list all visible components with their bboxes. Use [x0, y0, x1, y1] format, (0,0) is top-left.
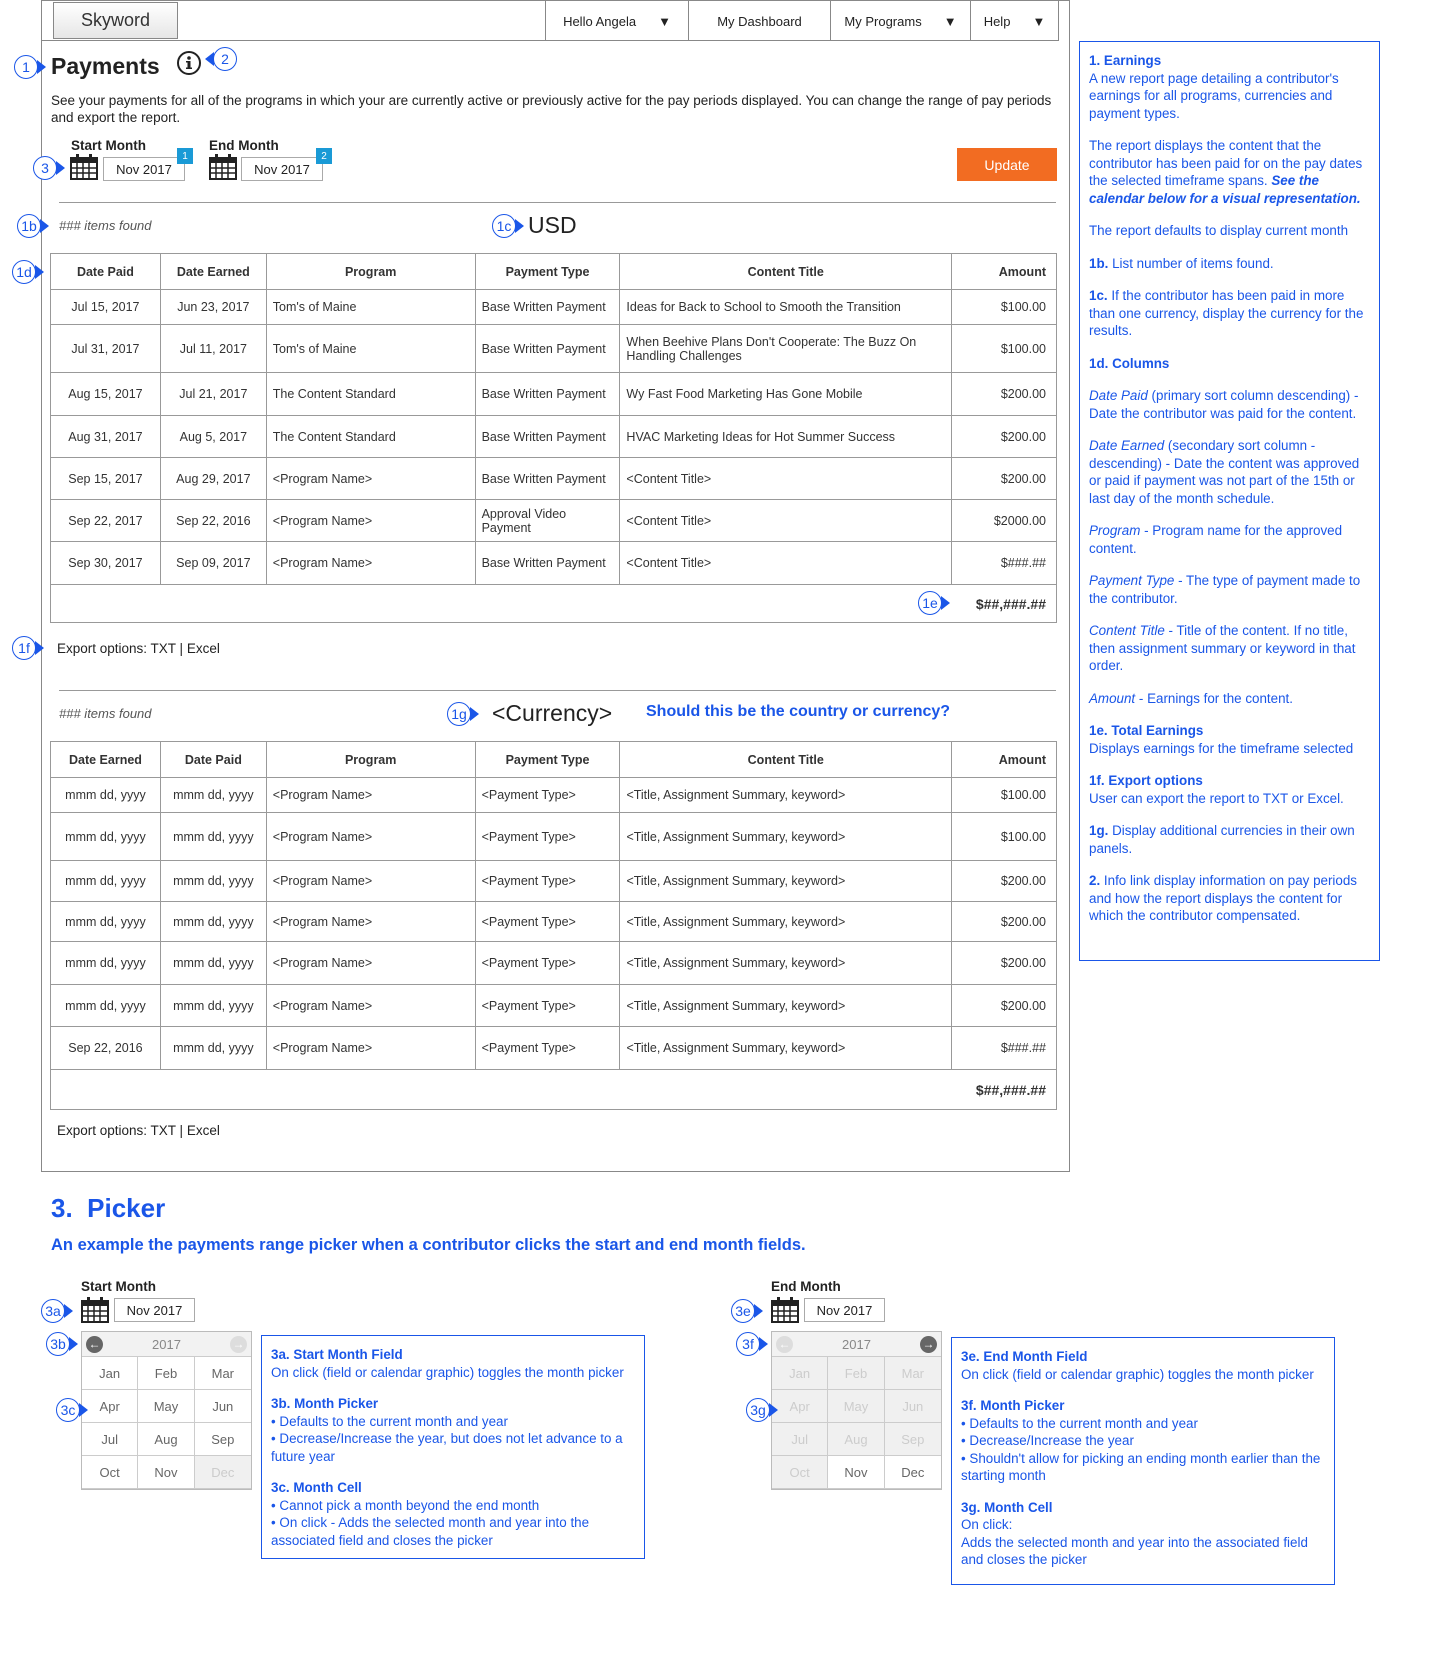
total-row: [51, 585, 1057, 623]
cell: $200.00: [952, 985, 1057, 1027]
col-name: Date Paid: [1089, 388, 1148, 403]
cell: Wy Fast Food Marketing Has Gone Mobile: [620, 373, 952, 416]
table-row: [51, 778, 1057, 813]
callout-3a: 3a: [41, 1299, 65, 1323]
cell: Base Written Payment: [475, 416, 620, 458]
cell: <Program Name>: [266, 458, 475, 500]
note-span: - Program name for the approved content.: [1089, 523, 1343, 556]
total-earnings: $##,###.##: [51, 585, 1057, 623]
nav-programs-menu[interactable]: [830, 1, 970, 41]
cell: mmm dd, yyyy: [160, 902, 266, 942]
note-3a: [271, 1346, 635, 1364]
note-col: [1089, 387, 1370, 422]
cell: Sep 22, 2017: [51, 500, 161, 542]
callout-1d: 1d: [12, 260, 36, 284]
picker-section-title: 3. Picker: [51, 1193, 166, 1223]
start-month-field[interactable]: Nov 2017: [103, 157, 185, 181]
table-row: [51, 325, 1057, 373]
cell: <Title, Assignment Summary, keyword>: [620, 985, 952, 1027]
end-picker-notes: [951, 1337, 1335, 1585]
app-logo[interactable]: Skyword: [53, 2, 178, 39]
cell: Sep 15, 2017: [51, 458, 161, 500]
cell: Aug 31, 2017: [51, 416, 161, 458]
chevron-down-icon: ▼: [943, 13, 957, 29]
nav-user-menu[interactable]: [545, 1, 688, 41]
picker-year: 2017: [842, 1336, 871, 1352]
table-row: [51, 1027, 1057, 1070]
cell: mmm dd, yyyy: [160, 1027, 266, 1070]
note-1g: [1089, 822, 1370, 857]
nav-help-menu[interactable]: [970, 1, 1058, 41]
note-span: The report displays the content that the contributor has been paid for on the pay dates the selected timeframe spans.: [1089, 138, 1363, 188]
note-span: User can export the report to TXT or Excel.: [1089, 790, 1344, 806]
note-key: 2.: [1089, 873, 1101, 888]
col-header: Payment Type: [475, 254, 620, 290]
cell: Base Written Payment: [475, 542, 620, 585]
table-row: [51, 813, 1057, 861]
start-month-picker: [81, 1331, 252, 1490]
calendar-icon[interactable]: [209, 154, 237, 180]
cell: <Payment Type>: [475, 902, 620, 942]
arrow-left-icon[interactable]: ←: [86, 1336, 103, 1353]
picker-year: 2017: [152, 1336, 181, 1352]
callout-3c: 3c: [56, 1398, 80, 1422]
note-text: On click:: [961, 1517, 1013, 1532]
note-col: [1089, 522, 1370, 557]
month-cell-disabled: Feb: [828, 1357, 884, 1390]
note-bullet: • Shouldn't allow for picking an ending month earlier than the starting month: [961, 1450, 1321, 1483]
cell: mmm dd, yyyy: [160, 861, 266, 902]
note-span: If the contributor has been paid in more than one currency, display the currency for the results.: [1089, 288, 1364, 338]
note-title: 3f. Month Picker: [961, 1398, 1065, 1413]
update-button[interactable]: Update: [957, 148, 1057, 181]
cell: $200.00: [952, 902, 1057, 942]
callout-1g: 1g: [447, 702, 471, 726]
note-bullet: • Cannot pick a month beyond the end month: [271, 1497, 540, 1513]
nav-dashboard[interactable]: [688, 1, 830, 41]
month-cell-disabled: May: [828, 1390, 884, 1423]
items-found: ### items found: [59, 706, 152, 721]
note-span: - The type of payment made to the contributor.: [1089, 573, 1361, 606]
cell: $200.00: [952, 373, 1057, 416]
picker-header: [772, 1332, 941, 1357]
top-nav: [42, 1, 1059, 41]
month-cell-disabled: Mar: [885, 1357, 941, 1390]
note-col: [1089, 572, 1370, 607]
cell: <Program Name>: [266, 985, 475, 1027]
cell: <Content Title>: [620, 458, 952, 500]
note-text: On click (field or calendar graphic) toggles the month picker: [271, 1364, 624, 1380]
cell: Sep 22, 2016: [51, 1027, 161, 1070]
total-earnings: $##,###.##: [51, 1070, 1057, 1110]
review-question: Should this be the country or currency?: [646, 703, 951, 720]
note-1d: [1089, 355, 1370, 373]
cell: $200.00: [952, 861, 1057, 902]
note-span: - Earnings for the content.: [1138, 690, 1293, 706]
note-1e: [1089, 722, 1370, 757]
cell: <Program Name>: [266, 813, 475, 861]
table-row: [51, 861, 1057, 902]
cell: <Content Title>: [620, 500, 952, 542]
month-cell[interactable]: May: [138, 1390, 194, 1423]
col-header: Content Title: [620, 254, 952, 290]
cell: mmm dd, yyyy: [160, 985, 266, 1027]
end-month-picker: [771, 1331, 942, 1490]
table-row: [51, 500, 1057, 542]
note-bullet: • Decrease/Increase the year: [961, 1433, 1134, 1448]
cell: <Program Name>: [266, 942, 475, 985]
cell: Sep 30, 2017: [51, 542, 161, 585]
month-cell[interactable]: Jul: [82, 1423, 138, 1456]
start-month-label: Start Month: [81, 1279, 156, 1294]
note-col: [1089, 437, 1370, 507]
note-bullet: • Defaults to the current month and year: [271, 1413, 508, 1429]
note-3c: [271, 1479, 635, 1497]
cell: <Payment Type>: [475, 778, 620, 813]
divider: [59, 202, 1056, 203]
cell: $2000.00: [952, 500, 1057, 542]
callout-2: 2: [213, 47, 237, 71]
cell: <Title, Assignment Summary, keyword>: [620, 942, 952, 985]
picker-header: [82, 1332, 251, 1357]
cell: <Payment Type>: [475, 942, 620, 985]
cell: Jun 23, 2017: [160, 290, 266, 325]
cell: <Program Name>: [266, 861, 475, 902]
cell: The Content Standard: [266, 373, 475, 416]
cell: <Payment Type>: [475, 861, 620, 902]
month-cell-disabled: Aug: [828, 1423, 884, 1456]
note-key: 1b.: [1089, 255, 1109, 271]
callout-1f: 1f: [12, 636, 36, 660]
note-3b: [271, 1395, 635, 1413]
cell: $###.##: [952, 1027, 1057, 1070]
cell: Base Written Payment: [475, 290, 620, 325]
page-description: See your payments for all of the programs in which your are currently active or previously active for the pay periods displayed. You can change the range of pay periods and export the report.: [51, 93, 1052, 125]
month-cell[interactable]: Dec: [885, 1456, 941, 1489]
cell: Tom's of Maine: [266, 290, 475, 325]
cell: $100.00: [952, 778, 1057, 813]
note-col: [1089, 622, 1370, 675]
note-3g: [961, 1499, 1325, 1517]
col-name: Date Earned: [1089, 438, 1165, 453]
table-row: [51, 290, 1057, 325]
end-month-field[interactable]: Nov 2017: [804, 1298, 885, 1322]
cell: mmm dd, yyyy: [51, 778, 161, 813]
table-row: [51, 416, 1057, 458]
month-cell[interactable]: Mar: [195, 1357, 251, 1390]
cell: mmm dd, yyyy: [51, 813, 161, 861]
month-cell-disabled: Oct: [772, 1456, 828, 1489]
currency-label: <Currency>: [492, 700, 613, 726]
cell: mmm dd, yyyy: [51, 942, 161, 985]
cell: <Program Name>: [266, 902, 475, 942]
note-text-2: [1089, 137, 1370, 207]
table-row: [51, 902, 1057, 942]
month-cell[interactable]: Oct: [82, 1456, 138, 1489]
table-row: [51, 373, 1057, 416]
cell: When Beehive Plans Don't Cooperate: The Buzz On Handling Challenges: [620, 325, 952, 373]
col-header[interactable]: Date Paid: [160, 742, 266, 778]
month-cell[interactable]: Aug: [138, 1423, 194, 1456]
cell: Aug 15, 2017: [51, 373, 161, 416]
callout-1c: 1c: [492, 214, 516, 238]
col-header: Payment Type: [475, 742, 620, 778]
month-cell-disabled: Jul: [772, 1423, 828, 1456]
payments-table-other: [50, 741, 1057, 1110]
month-cell[interactable]: Jan: [82, 1357, 138, 1390]
arrow-right-icon[interactable]: →: [920, 1336, 937, 1353]
picker-section-subtitle: An example the payments range picker when a contributor clicks the start and end month fields.: [51, 1236, 806, 1254]
cell: The Content Standard: [266, 416, 475, 458]
nav-programs-label: My Programs: [844, 13, 922, 29]
note-title: 3a. Start Month Field: [271, 1347, 403, 1362]
col-name: Payment Type: [1089, 573, 1175, 588]
cell: Base Written Payment: [475, 373, 620, 416]
cell: Sep 22, 2016: [160, 500, 266, 542]
cell: <Title, Assignment Summary, keyword>: [620, 902, 952, 942]
cell: mmm dd, yyyy: [51, 985, 161, 1027]
month-cell-disabled: Dec: [195, 1456, 251, 1489]
calendar-icon[interactable]: [81, 1297, 109, 1323]
export-options[interactable]: Export options: TXT | Excel: [57, 1123, 220, 1138]
chevron-down-icon: ▼: [658, 13, 671, 29]
month-cell[interactable]: Jun: [195, 1390, 251, 1423]
cell: mmm dd, yyyy: [51, 902, 161, 942]
note-span: - Title of the content. If no title, then assignment summary or keyword in that order.: [1089, 623, 1356, 673]
col-header[interactable]: Date Earned: [51, 742, 161, 778]
cell: Approval Video Payment: [475, 500, 620, 542]
start-month-label: Start Month: [71, 138, 146, 153]
cell: Tom's of Maine: [266, 325, 475, 373]
note-span: Displays earnings for the timeframe selected: [1089, 740, 1354, 756]
note-bullet: • Defaults to the current month and year: [961, 1415, 1198, 1431]
cell: <Title, Assignment Summary, keyword>: [620, 813, 952, 861]
col-header: Program: [266, 254, 475, 290]
callout-3f: 3f: [736, 1332, 760, 1356]
table-row: [51, 985, 1057, 1027]
cell: $###.##: [952, 542, 1057, 585]
calendar-icon[interactable]: [771, 1297, 799, 1323]
cell: mmm dd, yyyy: [160, 813, 266, 861]
col-header: Amount: [952, 742, 1057, 778]
note-span: List number of items found.: [1112, 255, 1274, 271]
cell: <Payment Type>: [475, 985, 620, 1027]
divider: [59, 690, 1056, 691]
note-3e: [961, 1348, 1325, 1366]
table-row: [51, 942, 1057, 985]
month-cell[interactable]: Sep: [195, 1423, 251, 1456]
cell: <Program Name>: [266, 500, 475, 542]
note-title: 1d. Columns: [1089, 355, 1170, 371]
cell: Base Written Payment: [475, 325, 620, 373]
arrow-left-icon: ←: [776, 1336, 793, 1353]
table-row: [51, 458, 1057, 500]
note-title: 1. Earnings: [1089, 53, 1162, 68]
cell: <Title, Assignment Summary, keyword>: [620, 778, 952, 813]
note-span: (primary sort column descending) - Date the contributor was paid for the content.: [1089, 388, 1359, 421]
nav-dashboard-label: My Dashboard: [717, 13, 802, 29]
month-cell[interactable]: Nov: [828, 1456, 884, 1489]
note-span: (secondary sort column - descending) - Date the content was approved or paid if payment was not part of the 15th or last day of the month schedule.: [1089, 438, 1360, 506]
month-cell-disabled: Apr: [772, 1390, 828, 1423]
cell: Jul 21, 2017: [160, 373, 266, 416]
cell: $200.00: [952, 458, 1057, 500]
note-title: 1e. Total Earnings: [1089, 723, 1204, 738]
currency-label: USD: [528, 212, 577, 238]
note-3f: [961, 1397, 1325, 1415]
cell: Ideas for Back to School to Smooth the Transition: [620, 290, 952, 325]
callout-1: 1: [14, 55, 38, 79]
note-1: [1089, 52, 1370, 70]
note-text: A new report page detailing a contributor's earnings for all programs, currencies and payment types.: [1089, 70, 1339, 121]
start-badge: 1: [177, 148, 193, 164]
cell: Sep 09, 2017: [160, 542, 266, 585]
note-title: 1f. Export options: [1089, 773, 1203, 788]
col-header[interactable]: Date Paid: [51, 254, 161, 290]
cell: $100.00: [952, 325, 1057, 373]
note-key: 1c.: [1089, 288, 1108, 303]
nav-help-label: Help: [983, 13, 1011, 29]
callout-3e: 3e: [731, 1299, 755, 1323]
col-name: Program: [1089, 523, 1141, 538]
month-cell[interactable]: Feb: [138, 1357, 194, 1390]
note-1c: [1089, 287, 1370, 340]
col-name: Content Title: [1089, 623, 1165, 638]
col-header: Program: [266, 742, 475, 778]
note-title: 3c. Month Cell: [271, 1480, 362, 1495]
cell: <Title, Assignment Summary, keyword>: [620, 861, 952, 902]
cell: <Payment Type>: [475, 813, 620, 861]
calendar-icon[interactable]: [70, 154, 98, 180]
col-header[interactable]: Date Earned: [160, 254, 266, 290]
note-bullet: • On click - Adds the selected month and year into the associated field and closes the picker: [271, 1515, 590, 1548]
cell: <Program Name>: [266, 1027, 475, 1070]
arrow-right-icon: →: [230, 1336, 247, 1353]
cell: <Content Title>: [620, 542, 952, 585]
cell: Base Written Payment: [475, 458, 620, 500]
items-found: ### items found: [59, 218, 152, 233]
callout-1b: 1b: [17, 214, 41, 238]
note-span: Display additional currencies in their own panels.: [1089, 823, 1355, 856]
note-text: On click (field or calendar graphic) toggles the month picker: [961, 1366, 1314, 1382]
col-header: Amount: [952, 254, 1057, 290]
end-badge: 2: [316, 148, 332, 164]
note-text: Adds the selected month and year into the associated field and closes the picker: [961, 1534, 1308, 1567]
note-bullet: • Decrease/Increase the year, but does not let advance to a future year: [271, 1431, 623, 1464]
cell: Jul 15, 2017: [51, 290, 161, 325]
note-2: [1089, 872, 1370, 925]
end-month-label: End Month: [209, 138, 279, 153]
note-key: 1g.: [1089, 823, 1109, 838]
table-row: [51, 542, 1057, 585]
cell: <Payment Type>: [475, 1027, 620, 1070]
note-title: 3b. Month Picker: [271, 1396, 379, 1411]
note-text-3: The report defaults to display current month: [1089, 223, 1349, 238]
total-row: [51, 1070, 1057, 1110]
annotation-panel: [1079, 41, 1380, 961]
note-span: Info link display information on pay periods and how the report displays the content for which the contributor compensated.: [1089, 873, 1357, 923]
cell: $100.00: [952, 290, 1057, 325]
page-title: Payments: [51, 53, 160, 79]
note-title: 3e. End Month Field: [961, 1349, 1088, 1364]
month-cell[interactable]: Apr: [82, 1390, 138, 1423]
cell: $200.00: [952, 416, 1057, 458]
cell: <Program Name>: [266, 778, 475, 813]
cell: HVAC Marketing Ideas for Hot Summer Success: [620, 416, 952, 458]
cell: mmm dd, yyyy: [160, 778, 266, 813]
note-1f: [1089, 772, 1370, 807]
month-cell-disabled: Jun: [885, 1390, 941, 1423]
cell: mmm dd, yyyy: [160, 942, 266, 985]
start-month-field[interactable]: Nov 2017: [114, 1298, 195, 1322]
end-month-label: End Month: [771, 1279, 841, 1294]
chevron-down-icon: ▼: [1032, 13, 1046, 29]
cell: Aug 5, 2017: [160, 416, 266, 458]
payments-table-usd: [50, 253, 1057, 623]
col-header: Content Title: [620, 742, 952, 778]
export-options[interactable]: Export options: TXT | Excel: [57, 641, 220, 656]
cell: <Title, Assignment Summary, keyword>: [620, 1027, 952, 1070]
month-cell-disabled: Jan: [772, 1357, 828, 1390]
note-1b: [1089, 255, 1370, 273]
note-title: 3g. Month Cell: [961, 1499, 1053, 1515]
note-emphasis: See the calendar below for a visual representation.: [1089, 173, 1361, 206]
nav-greeting: Hello Angela: [563, 13, 637, 29]
cell: mmm dd, yyyy: [51, 861, 161, 902]
end-month-field[interactable]: Nov 2017: [241, 157, 323, 181]
cell: Jul 11, 2017: [160, 325, 266, 373]
month-cell-disabled: Sep: [885, 1423, 941, 1456]
callout-1e: 1e: [918, 591, 942, 615]
cell: Aug 29, 2017: [160, 458, 266, 500]
cell: $100.00: [952, 813, 1057, 861]
cell: $200.00: [952, 942, 1057, 985]
callout-3b: 3b: [46, 1332, 70, 1356]
month-cell[interactable]: Nov: [138, 1456, 194, 1489]
info-icon[interactable]: [177, 51, 201, 75]
cell: Jul 31, 2017: [51, 325, 161, 373]
cell: <Program Name>: [266, 542, 475, 585]
callout-3: 3: [33, 156, 57, 180]
note-col: [1089, 690, 1370, 708]
col-name: Amount: [1089, 690, 1136, 706]
start-picker-notes: [261, 1335, 645, 1559]
callout-3g: 3g: [746, 1398, 770, 1422]
